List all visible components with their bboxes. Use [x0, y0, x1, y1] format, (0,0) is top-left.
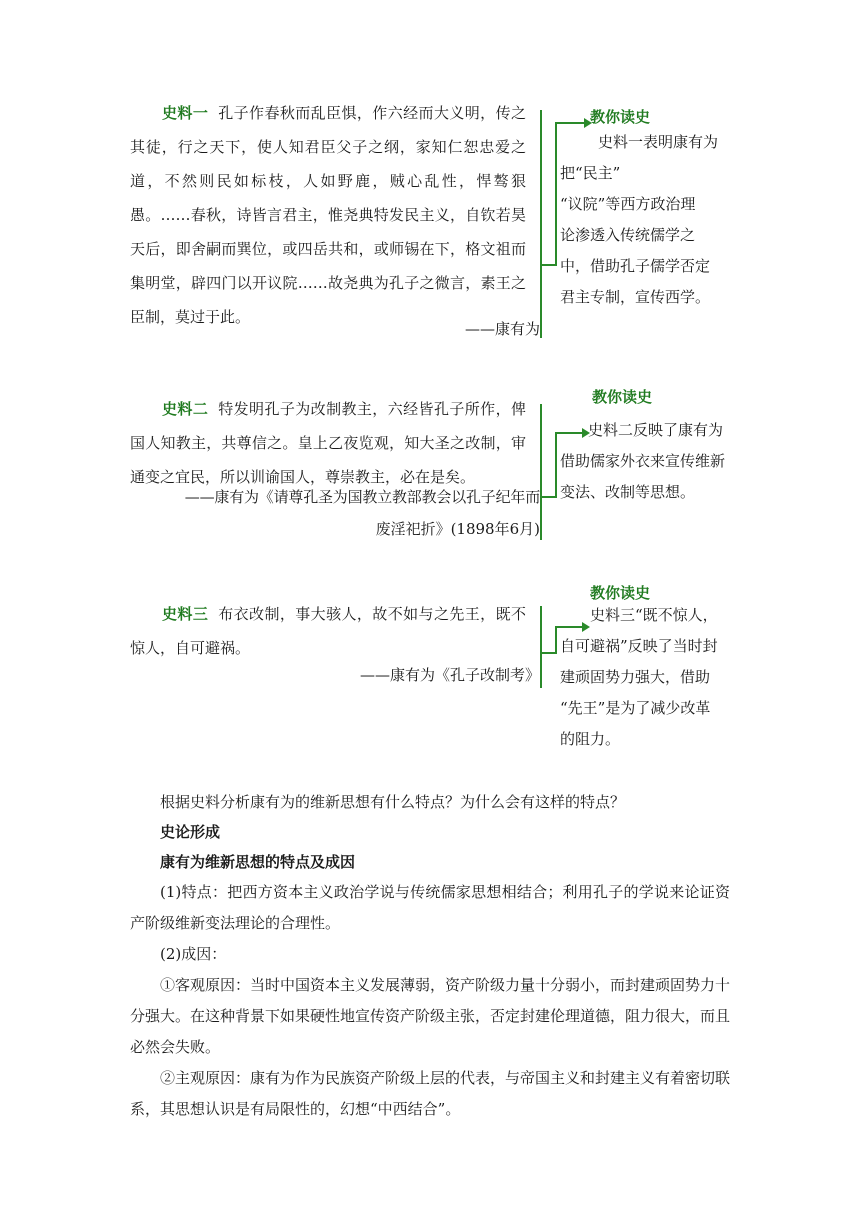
- side-2-line: 史料二反映了康有为: [588, 421, 724, 439]
- bracket-3-rise: [555, 626, 557, 654]
- source-1-body: 孔子作春秋而乱臣惧，作六经而大义明，传之其徒，行之天下，使人知君臣父子之纲，家知仁恕忠爱之道，不然则民如标枝，人如野鹿，贼心乱性，悍骜狠愚。……春秋，诗皆言君主，惟尧典特发民主义，自钦若昊天后，即舍嗣而巽位，或四岳共和，或师锡在下，格文祖而集明堂，辟四门以开议院……故尧典为孔子之微言，素王之臣制，莫过于此。: [130, 104, 526, 326]
- side-1-line: 史料一表明康有为: [598, 133, 719, 151]
- side-3-body: [560, 600, 760, 755]
- source-1-text: [130, 96, 526, 334]
- paragraph-subjective-cause: ②主观原因：康有为作为民族资产阶级上层的代表，与帝国主义和封建主义有着密切联系，其思想认识是有局限性的，幻想“中西结合”。: [130, 1069, 731, 1118]
- source-3-text: [130, 597, 526, 665]
- side-3-line: 自可避祸”反映了当时封: [560, 637, 718, 655]
- bracket-2-horizontal: [541, 496, 555, 498]
- side-2-body: [560, 415, 760, 508]
- bracket-3-horizontal: [541, 652, 555, 654]
- subsection-title: 康有为维新思想的特点及成因: [160, 853, 356, 871]
- bracket-2-rise: [555, 432, 557, 498]
- side-2-title: 教你读史: [592, 388, 653, 406]
- bracket-2-vertical: [540, 404, 542, 540]
- bracket-1-rise: [555, 122, 557, 266]
- side-2-line: 借助儒家外衣来宣传维新: [560, 452, 726, 470]
- question-text: 根据史料分析康有为的维新思想有什么特点？为什么会有这样的特点？: [160, 793, 626, 811]
- source-3-label: 史料三: [162, 605, 209, 623]
- source-2-text: [130, 392, 526, 494]
- side-3-line: 建顽固势力强大，借助: [560, 668, 711, 686]
- side-1-line: “议院”等西方政治理: [560, 195, 696, 213]
- section-title: 史论形成: [160, 823, 221, 841]
- bracket-1-vertical: [540, 110, 542, 338]
- source-3-body: 布衣改制，事大骇人，故不如与之先王，既不惊人，自可避祸。: [130, 605, 526, 657]
- source-1-label: 史料一: [162, 104, 209, 122]
- source-1-attribution: ——康有为: [464, 320, 540, 338]
- bracket-1-top: [555, 122, 585, 124]
- source-2-attribution-line-2: 废淫祀折》(1898年6月): [375, 520, 540, 538]
- side-3-title: 教你读史: [590, 584, 651, 602]
- bracket-1-horizontal: [541, 264, 555, 266]
- side-1-title: 教你读史: [590, 108, 651, 126]
- side-1-line: 论渗透入传统儒学之: [560, 226, 696, 244]
- side-1-line: 君主专制，宣传西学。: [560, 288, 711, 306]
- side-1-line: 把“民主”: [560, 164, 621, 182]
- source-2-attribution-line-1: ——康有为《请尊孔圣为国教立教部教会以孔子纪年而: [184, 488, 540, 506]
- side-1-body: [560, 127, 750, 313]
- side-2-line: 变法、改制等思想。: [560, 483, 696, 501]
- source-2-body: 特发明孔子为改制教主，六经皆孔子所作，俾国人知教主，共尊信之。皇上乙夜览观，知大圣之改制，审通变之宜民，所以训谕国人，尊崇教主，必在是矣。: [130, 400, 526, 486]
- side-3-line: 的阻力。: [560, 730, 621, 748]
- analysis-body: [130, 877, 730, 1125]
- side-1-line: 中，借助孔子儒学否定: [560, 257, 711, 275]
- paragraph-characteristics: (1)特点：把西方资本主义政治学说与传统儒家思想相结合；利用孔子的学说来论证资产阶级维新变法理论的合理性。: [130, 883, 730, 932]
- source-2-label: 史料二: [162, 400, 209, 418]
- side-3-line: 史料三“既不惊人，: [590, 606, 718, 624]
- paragraph-objective-cause: ①客观原因：当时中国资本主义发展薄弱，资产阶级力量十分弱小，而封建顽固势力十分强大。在这种背景下如果硬性地宣传资产阶级主张，否定封建伦理道德，阻力很大，而且必然会失败。: [130, 976, 731, 1056]
- source-3-attribution: ——康有为《孔子改制考》: [359, 666, 540, 684]
- bracket-3-vertical: [540, 606, 542, 688]
- paragraph-causes-heading: (2)成因：: [160, 945, 227, 963]
- side-3-line: “先王”是为了减少改革: [560, 699, 711, 717]
